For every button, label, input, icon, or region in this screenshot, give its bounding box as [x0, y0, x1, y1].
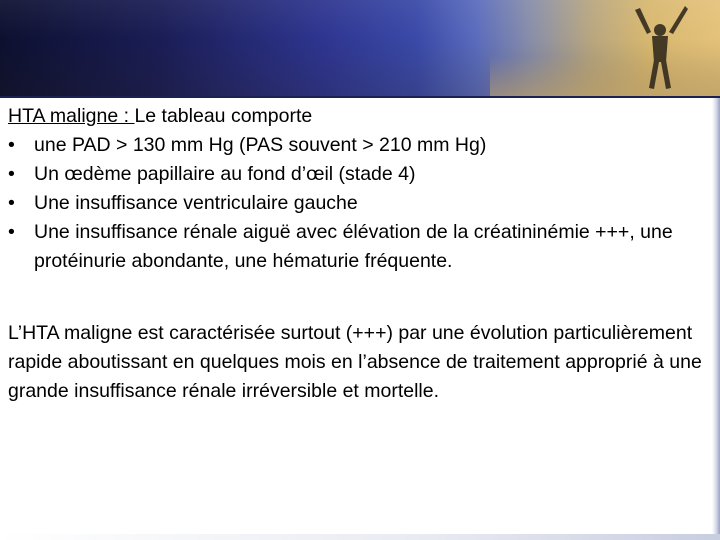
slide-body: [8, 102, 708, 406]
title-placeholder: [40, 20, 580, 80]
slide-right-edge: [712, 98, 720, 540]
list-item: [8, 189, 708, 218]
list-item: [8, 160, 708, 189]
intro-line: [8, 102, 708, 131]
bullet-icon: •: [8, 163, 15, 185]
bullet-icon: •: [8, 192, 15, 214]
bullet-list: [8, 131, 708, 276]
jumping-person-silhouette-icon: [625, 0, 695, 94]
intro-text: Le tableau comporte: [134, 105, 313, 127]
list-item: [8, 218, 708, 276]
bullet-icon: •: [8, 221, 15, 243]
bullet-icon: •: [8, 134, 15, 156]
list-item: [8, 131, 708, 160]
header-band: [0, 0, 720, 96]
bullet-text: une PAD > 130 mm Hg (PAS souvent > 210 mm Hg): [34, 134, 487, 156]
bullet-text: Une insuffisance rénale aiguë avec élévation de la créatininémie +++, une protéinurie abondante, une hématurie fréquente.: [34, 221, 673, 272]
bullet-text: Une insuffisance ventriculaire gauche: [34, 192, 358, 214]
intro-heading: HTA maligne :: [8, 105, 135, 127]
header-divider: [0, 96, 720, 98]
slide-bottom-edge: [0, 534, 720, 540]
bullet-text: Un œdème papillaire au fond d’œil (stade 4): [34, 163, 416, 185]
conclusion-paragraph: L’HTA maligne est caractérisée surtout (+++) par une évolution particulièrement rapide aboutissant en quelques mois en l’absence de traitement approprié à une grande insuffisance rénale irréversible et mortelle.: [8, 322, 702, 402]
